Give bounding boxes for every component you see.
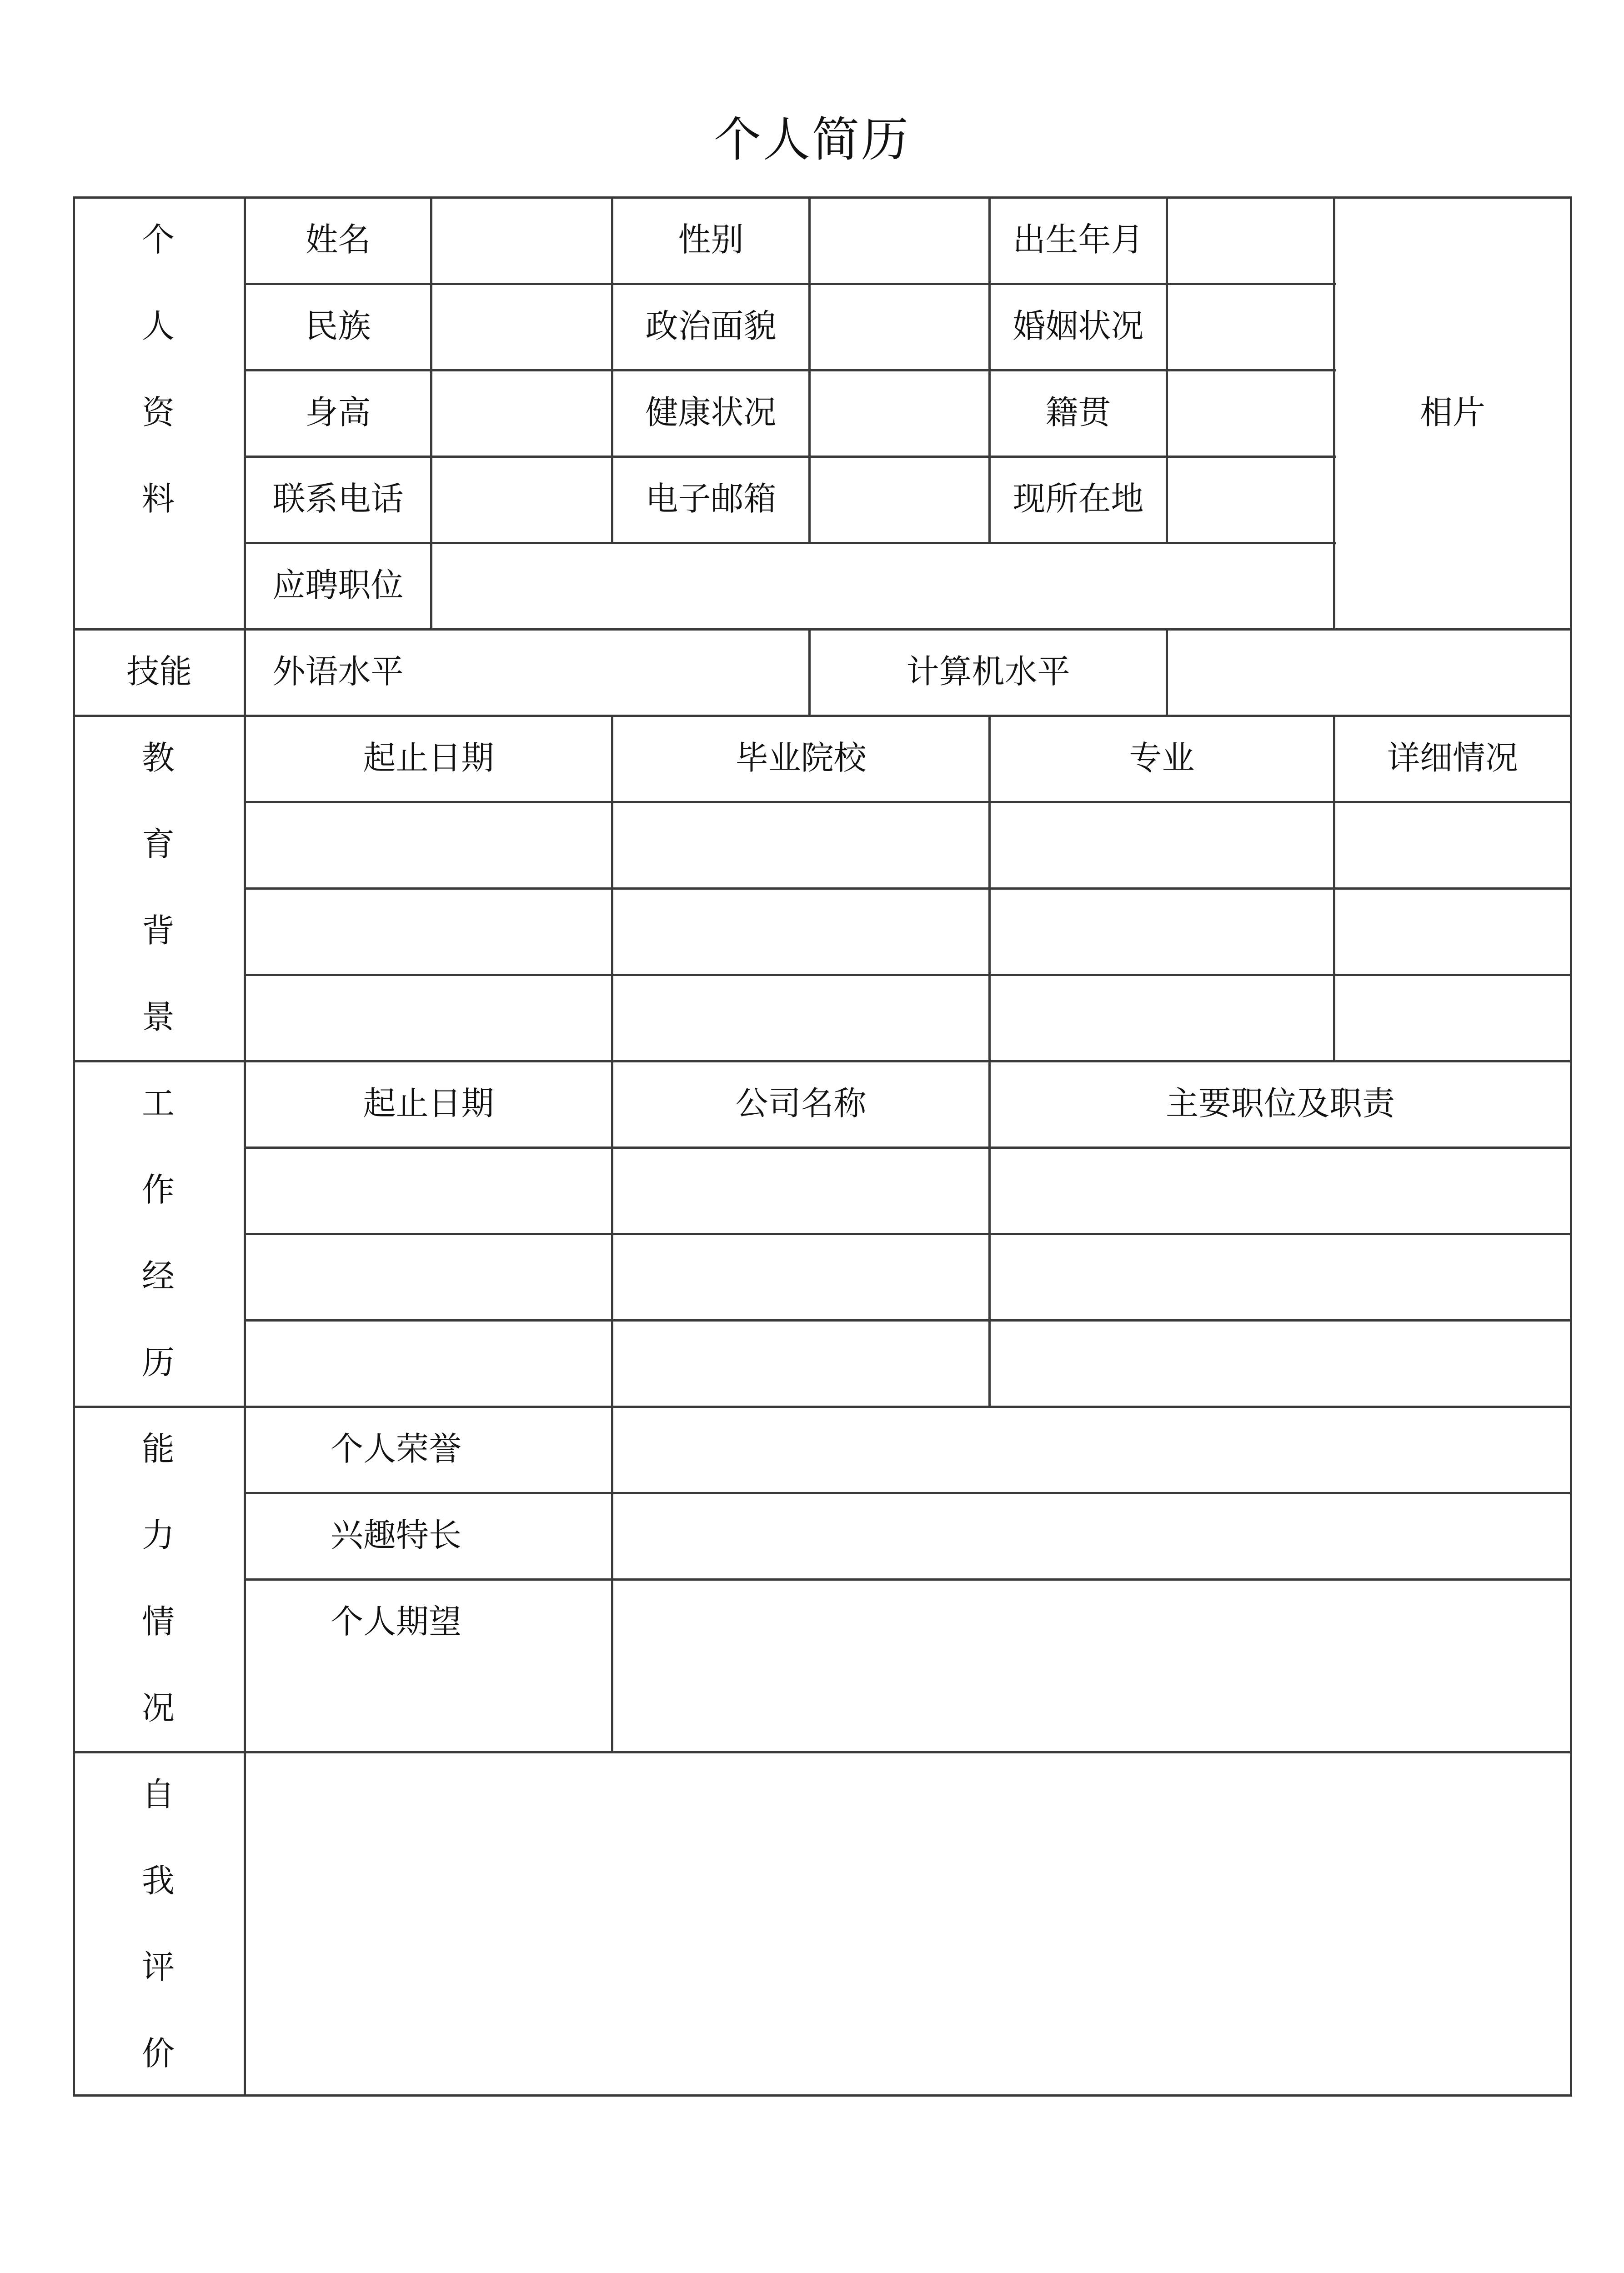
row-divider [245, 974, 1572, 976]
row-divider [245, 887, 1572, 890]
section-char: 经 [141, 1257, 175, 1295]
health-label: 健康状况 [645, 393, 777, 431]
photo-slot[interactable] [1335, 199, 1570, 628]
page-title: 个人简历 [713, 112, 910, 167]
section-char: 评 [141, 1948, 175, 1986]
row-divider [245, 1233, 1572, 1235]
section-char: 育 [141, 825, 175, 863]
section-char: 作 [141, 1171, 175, 1209]
location-field[interactable] [1168, 458, 1333, 542]
edu-header-school: 毕业院校 [735, 739, 867, 777]
origin-label: 籍贯 [1045, 393, 1111, 431]
marital-label: 婚姻状况 [1012, 307, 1144, 345]
work-header-company: 公司名称 [735, 1084, 867, 1122]
birth-label: 出生年月 [1012, 220, 1144, 259]
language-field[interactable] [432, 631, 808, 715]
location-label: 现所在地 [1012, 480, 1144, 518]
origin-field[interactable] [1168, 371, 1333, 456]
name-field[interactable] [432, 199, 611, 283]
work-header-role: 主要职位及职责 [1165, 1084, 1395, 1122]
work-header-dates: 起止日期 [363, 1084, 494, 1122]
height-field[interactable] [432, 371, 611, 456]
ethnicity-field[interactable] [432, 285, 611, 369]
interests-field[interactable] [613, 1494, 1570, 1578]
section-label-education [73, 715, 244, 1060]
table-border-bottom [73, 2094, 1572, 2097]
health-field[interactable] [811, 371, 988, 456]
birth-field[interactable] [1168, 199, 1333, 283]
name-label: 姓名 [305, 220, 371, 259]
edu-header-details: 详细情况 [1387, 739, 1518, 777]
section-char: 个 [141, 220, 175, 259]
row-divider [245, 1319, 1572, 1322]
email-field[interactable] [811, 458, 988, 542]
section-label-self-evaluation [73, 1751, 244, 2097]
section-label-work [73, 1060, 244, 1406]
section-label-personal [73, 196, 244, 542]
section-char: 价 [141, 2034, 175, 2073]
section-char: 能 [141, 1430, 175, 1468]
position-field[interactable] [432, 544, 1333, 628]
table-border-right [1570, 196, 1572, 2097]
gender-field[interactable] [811, 199, 988, 283]
section-label-ability [73, 1406, 244, 1751]
honors-label: 个人荣誉 [330, 1430, 461, 1468]
gender-label: 性别 [678, 220, 744, 259]
section-char: 工 [141, 1084, 175, 1122]
edu-header-major: 专业 [1129, 739, 1195, 777]
phone-label: 联系电话 [272, 480, 404, 518]
section-char: 力 [141, 1516, 175, 1554]
section-char: 背 [141, 911, 175, 950]
email-label: 电子邮箱 [645, 480, 777, 518]
computer-label: 计算机水平 [906, 652, 1070, 691]
marital-field[interactable] [1168, 285, 1333, 369]
self-evaluation-field[interactable] [246, 1753, 1570, 2094]
row-divider [245, 1147, 1572, 1149]
edu-header-dates: 起止日期 [363, 739, 494, 777]
section-label-skills: 技能 [126, 652, 192, 691]
section-char: 景 [141, 998, 175, 1036]
honors-field[interactable] [613, 1408, 1570, 1492]
height-label: 身高 [305, 393, 371, 431]
section-char: 资 [141, 393, 175, 431]
section-char: 历 [141, 1343, 175, 1382]
row-divider [245, 801, 1572, 803]
ethnicity-label: 民族 [305, 307, 371, 345]
photo-label: 相片 [1419, 393, 1485, 431]
section-char: 情 [141, 1602, 175, 1641]
section-char: 人 [141, 307, 175, 345]
section-char: 料 [141, 480, 175, 518]
political-field[interactable] [811, 285, 988, 369]
section-char: 我 [141, 1862, 175, 1900]
section-char: 况 [141, 1689, 175, 1727]
section-char: 教 [141, 739, 175, 777]
expectations-label: 个人期望 [330, 1602, 461, 1641]
section-char: 自 [141, 1775, 175, 1813]
language-label: 外语水平 [272, 652, 404, 691]
interests-label: 兴趣特长 [330, 1516, 461, 1554]
position-label: 应聘职位 [272, 566, 404, 604]
phone-field[interactable] [432, 458, 611, 542]
expectations-field[interactable] [613, 1581, 1570, 1751]
political-label: 政治面貌 [645, 307, 777, 345]
computer-field[interactable] [1168, 631, 1570, 715]
